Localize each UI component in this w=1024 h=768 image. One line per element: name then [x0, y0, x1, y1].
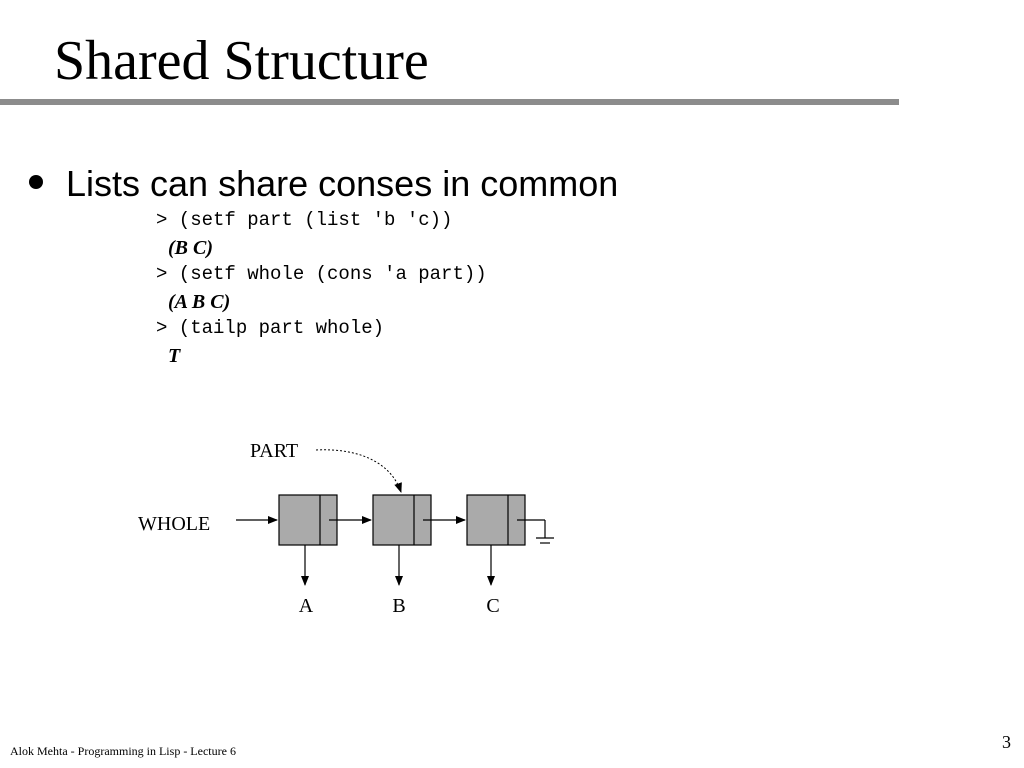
code-output-line: (B C) [168, 237, 213, 259]
code-output-line: T [168, 345, 181, 367]
code-input-line: > (setf part (list 'b 'c)) [156, 209, 453, 231]
cons-cell [467, 495, 525, 545]
cons-cell [279, 495, 337, 545]
element-label-b: B [392, 595, 406, 617]
cons-cell [373, 495, 431, 545]
code-input-line: > (setf whole (cons 'a part)) [156, 263, 487, 285]
part-label: PART [250, 440, 299, 462]
slide-title: Shared Structure [54, 30, 429, 92]
bullet-text: Lists can share conses in common [66, 163, 619, 204]
footer-text: Alok Mehta - Programming in Lisp - Lecture 6 [10, 744, 236, 758]
part-pointer-arrow [316, 450, 401, 492]
code-output-line: (A B C) [168, 291, 231, 313]
element-label-c: C [486, 595, 500, 617]
element-label-a: A [298, 595, 314, 617]
code-input-line: > (tailp part whole) [156, 317, 385, 339]
whole-label: WHOLE [138, 513, 211, 535]
page-number: 3 [1002, 732, 1011, 752]
